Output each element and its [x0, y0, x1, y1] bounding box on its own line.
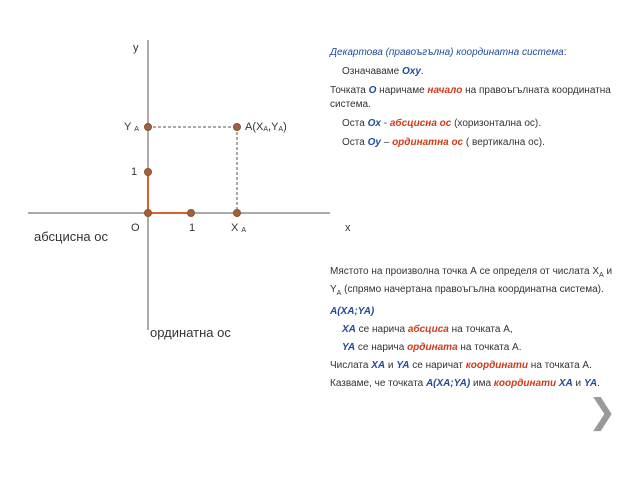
point-origin — [144, 209, 152, 217]
x-unit-label: 1 — [189, 222, 196, 234]
abscissa-axis-caption: абсцисна ос — [34, 229, 108, 244]
line-ox: Оста Ox - абсцисна ос (хоризонтална ос). — [342, 118, 541, 129]
line-oy: Оста Oy – ординатна ос ( вертикална ос). — [342, 137, 545, 148]
point-ya — [144, 123, 152, 131]
definition-block — [330, 46, 620, 150]
y-unit-label: 1 — [131, 166, 138, 178]
point-a-label: $A(X_A,Y_A)$ — [245, 121, 287, 133]
line-abscissa: XA се нарича абсциса на точката А, — [342, 324, 513, 335]
definition-title: Декартова (правоъгълна) координатна система: — [330, 47, 567, 58]
ordinate-axis-caption: ординатна ос — [150, 325, 231, 340]
y-axis-label: y — [133, 42, 139, 54]
line-conclusion: Казваме, че точката A(XA;YA) има координати XA и YA. — [330, 378, 600, 389]
point-x-unit — [187, 209, 195, 217]
line-point-notation: A(XA;YA) — [330, 306, 375, 317]
line-coordinates: Числата XA и YA се наричат координати на точката А. — [330, 360, 592, 371]
coordinates-block — [330, 265, 620, 391]
line-ordinate: YA се нарича ордината на точката А. — [342, 342, 522, 353]
line-position: Мястото на произволна точка А се определя от числата $Х_А$ и $Y_А$ (спрямо начертана правоъгълна координатна система). — [330, 266, 613, 297]
ya-label: Y $_A$ — [124, 121, 139, 133]
chevron-right-icon[interactable]: ❯ — [588, 393, 617, 431]
line-notation: Означаваме Oxy. — [342, 66, 424, 77]
x-axis-label: x — [345, 222, 351, 234]
point-xa — [233, 209, 241, 217]
xa-label: X $_A$ — [231, 222, 247, 234]
origin-label: O — [131, 222, 140, 234]
point-a — [233, 123, 241, 131]
point-y-unit — [144, 168, 152, 176]
line-origin: Точката O наричаме начало на правоъгълната координатна система. — [330, 85, 611, 110]
